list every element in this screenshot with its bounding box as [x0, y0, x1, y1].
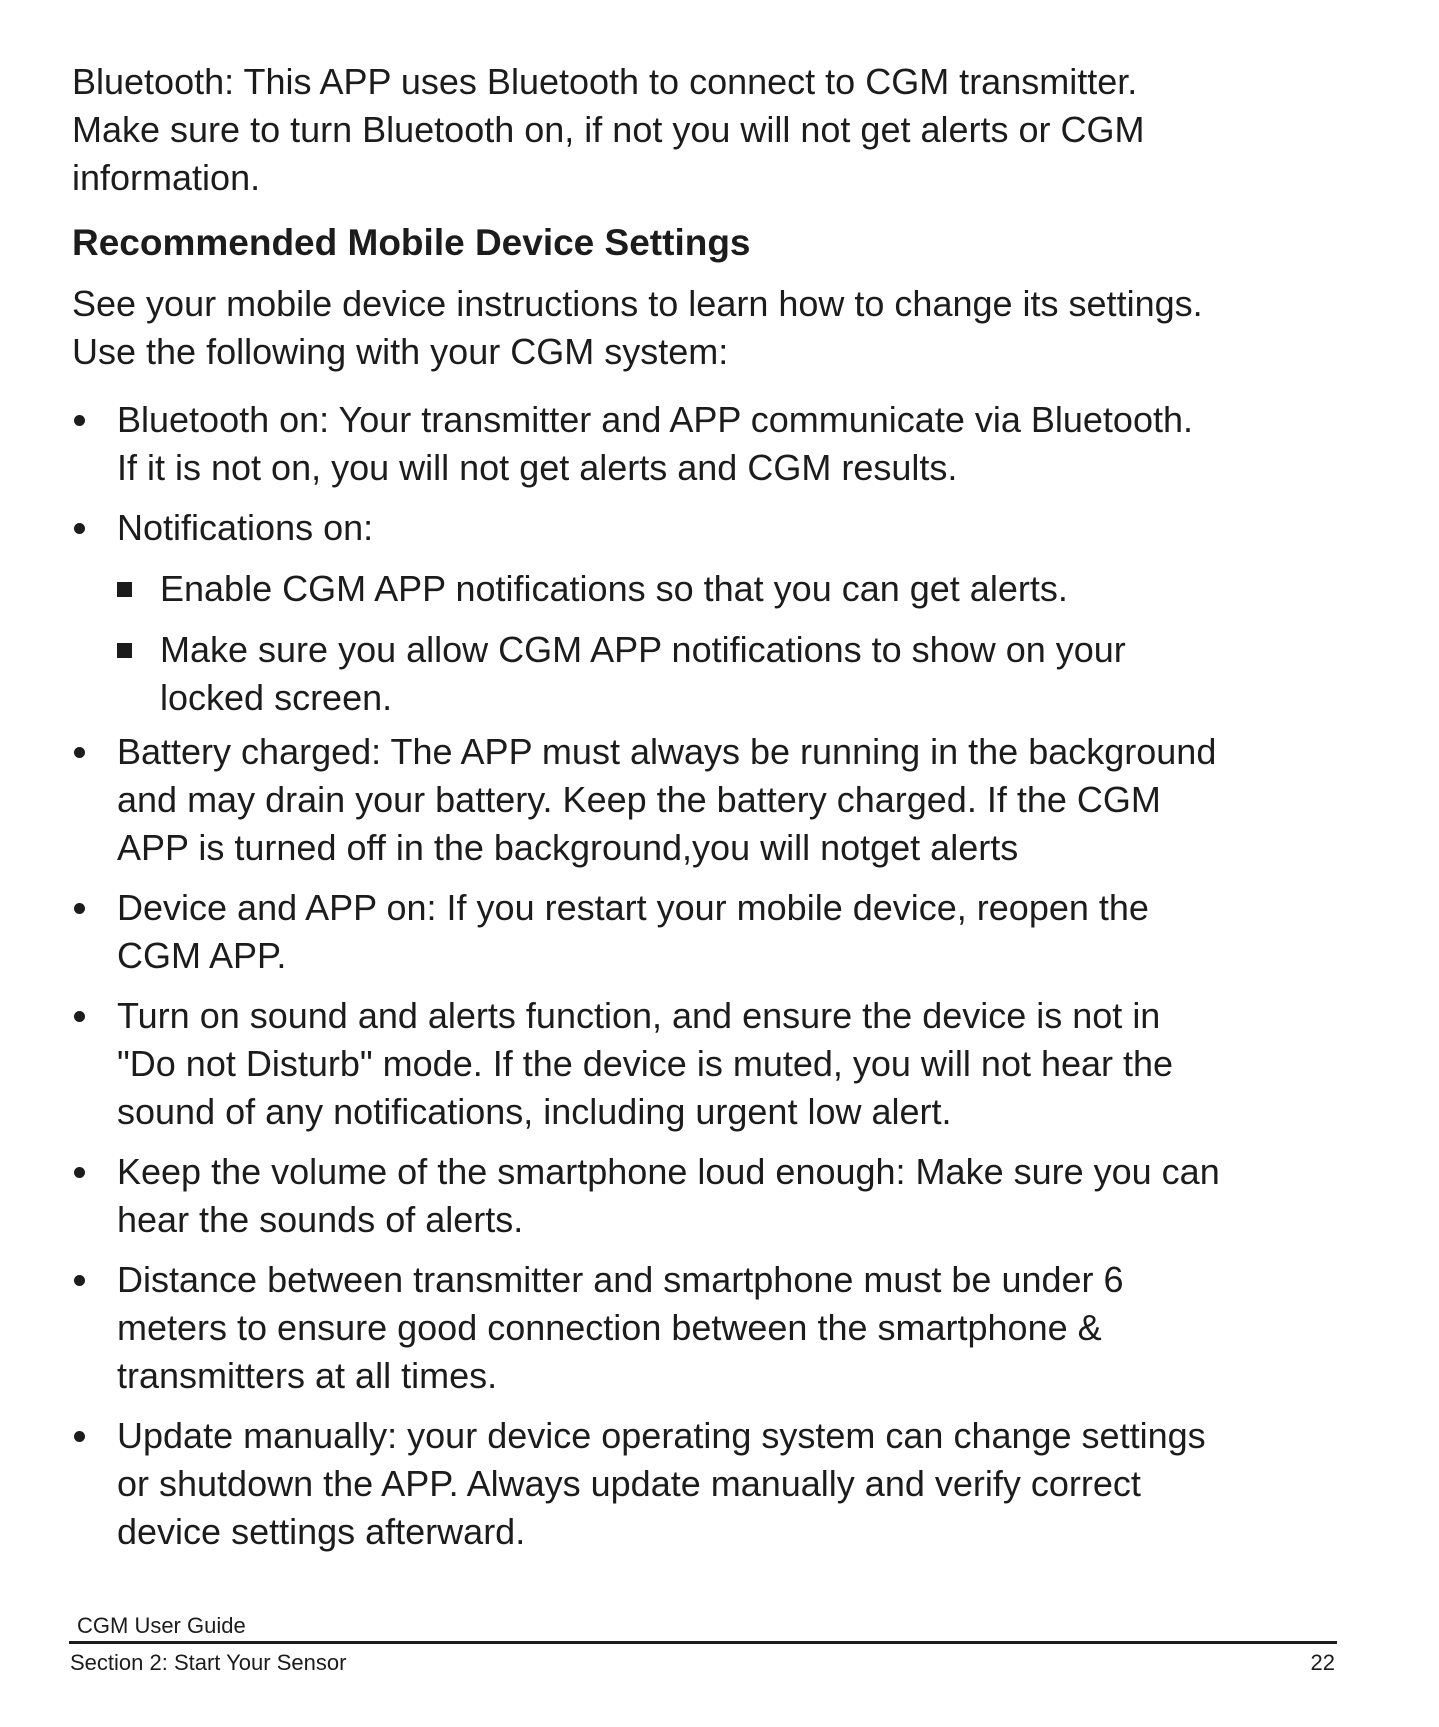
bullet-line: Device and APP on: If you restart your mobile device, reopen the: [117, 887, 1149, 928]
intro-paragraph: [72, 58, 1372, 202]
bullet-line: sound of any notifications, including urgent low alert.: [117, 1091, 952, 1132]
bullet-item-notifications-on: [72, 504, 1372, 722]
square-bullet-icon: [117, 582, 132, 597]
paragraph-line: See your mobile device instructions to learn how to change its settings.: [72, 283, 1203, 324]
footer-section-label: Section 2: Start Your Sensor: [70, 1650, 347, 1675]
bullet-item-update-manually: [72, 1412, 1372, 1556]
footer-page-number: 22: [1310, 1650, 1335, 1675]
bullet-line: Notifications on:: [117, 507, 374, 548]
bullet-dot-icon: [74, 1275, 85, 1286]
bullet-text: [117, 504, 1126, 722]
bullet-item-bluetooth-on: [72, 396, 1372, 492]
paragraph-line: information.: [72, 157, 261, 198]
bullet-line: Distance between transmitter and smartphone must be under 6: [117, 1259, 1124, 1300]
bullet-item-battery-charged: [72, 728, 1372, 872]
bullet-text: [117, 728, 1216, 872]
bullet-item-sound-and-alerts: [72, 992, 1372, 1136]
bullet-line: "Do not Disturb" mode. If the device is muted, you will not hear the: [117, 1043, 1174, 1084]
page-content: [72, 58, 1372, 1556]
paragraph-line: Use the following with your CGM system:: [72, 331, 729, 372]
bullet-text: [117, 1148, 1220, 1244]
bullet-line: If it is not on, you will not get alerts and CGM results.: [117, 447, 958, 488]
bullet-dot-icon: [74, 903, 85, 914]
bullet-dot-icon: [74, 1431, 85, 1442]
bullet-dot-icon: [74, 523, 85, 534]
bullet-line: Keep the volume of the smartphone loud enough: Make sure you can: [117, 1151, 1220, 1192]
bullet-dot-icon: [74, 415, 85, 426]
bullet-line: Turn on sound and alerts function, and ensure the device is not in: [117, 995, 1161, 1036]
bullet-item-distance: [72, 1256, 1372, 1400]
sub-bullet-line: Enable CGM APP notifications so that you can get alerts.: [160, 568, 1068, 609]
paragraph-line: Bluetooth: This APP uses Bluetooth to connect to CGM transmitter.: [72, 61, 1138, 102]
square-bullet-icon: [117, 643, 132, 658]
bullet-item-device-and-app-on: [72, 884, 1372, 980]
sub-bullet-line: Make sure you allow CGM APP notifications to show on your: [160, 629, 1126, 670]
bullet-text: [117, 396, 1193, 492]
bullet-line: CGM APP.: [117, 935, 287, 976]
bullet-text: [117, 884, 1149, 980]
bullet-line: Bluetooth on: Your transmitter and APP communicate via Bluetooth.: [117, 399, 1193, 440]
bullet-line: transmitters at all times.: [117, 1355, 498, 1396]
bullet-dot-icon: [74, 1011, 85, 1022]
bullet-line: Battery charged: The APP must always be running in the background: [117, 731, 1217, 772]
paragraph-line: Make sure to turn Bluetooth on, if not you will not get alerts or CGM: [72, 109, 1145, 150]
settings-intro-paragraph: [72, 280, 1372, 376]
bullet-item-volume: [72, 1148, 1372, 1244]
bullet-line: hear the sounds of alerts.: [117, 1199, 524, 1240]
bullet-text: [117, 1412, 1206, 1556]
footer-guide-title: CGM User Guide: [77, 1613, 246, 1638]
sub-bullet-line: locked screen.: [160, 677, 393, 718]
bullet-line: or shutdown the APP. Always update manually and verify correct: [117, 1463, 1141, 1504]
sub-bullet-text: [160, 565, 1068, 613]
sub-bullet-item-lock-screen-notifications: [117, 626, 1126, 722]
bullet-dot-icon: [74, 1167, 85, 1178]
sub-bullet-item-enable-notifications: [117, 565, 1126, 613]
sub-bullet-text: [160, 626, 1126, 722]
bullet-dot-icon: [74, 747, 85, 758]
bullet-line: Update manually: your device operating system can change settings: [117, 1415, 1206, 1456]
bullet-line: device settings afterward.: [117, 1511, 526, 1552]
bullet-text: [117, 992, 1173, 1136]
bullet-line: APP is turned off in the background,you will notget alerts: [117, 827, 1019, 868]
bullet-line: and may drain your battery. Keep the battery charged. If the CGM: [117, 779, 1161, 820]
bullet-text: [117, 1256, 1124, 1400]
section-heading: Recommended Mobile Device Settings: [72, 222, 751, 263]
footer-divider: [69, 1641, 1337, 1644]
bullet-line: meters to ensure good connection between the smartphone &: [117, 1307, 1102, 1348]
